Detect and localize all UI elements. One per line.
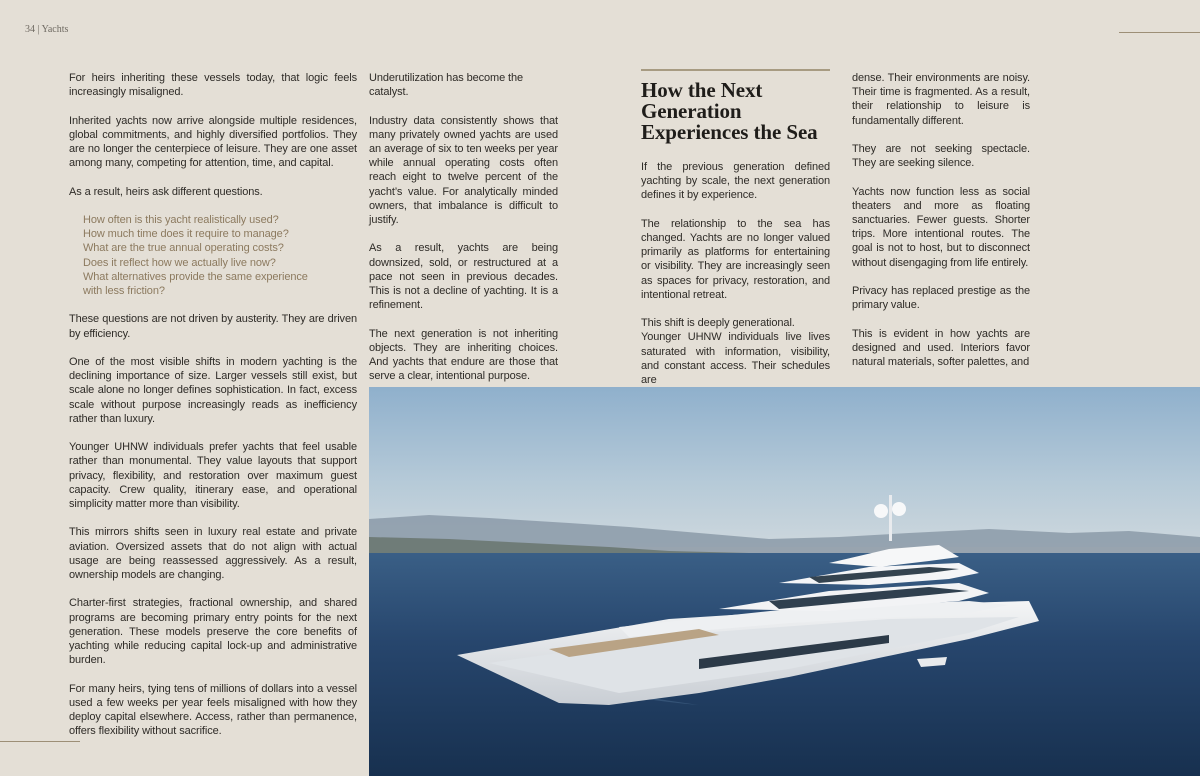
question-item: Does it reflect how we actually live now?: [83, 256, 276, 269]
radar-mast: [889, 495, 892, 541]
paragraph: Inherited yachts now arrive alongside multiple residences, global commitments, and highly diversified portfolios. They are no longer the centerpiece of leisure. They are one asset among many, competing for attention, time, and capital.: [69, 114, 357, 170]
section-headline: How the Next Generation Experiences the Sea: [641, 78, 818, 144]
paragraph: Younger UHNW individuals prefer yachts that feel usable rather than monumental. They value layouts that support privacy, flexibility, and restoration over maximum guest capacity. Crew quality, itinerary ease, and operational simplicity matter more than visibility.: [69, 441, 357, 510]
question-list: [83, 213, 357, 298]
paragraph: Industry data consistently shows that many privately owned yachts are used an average of six to ten weeks per year while annual operating costs often reach eight to twelve percent of the yacht’s value. For analytically minded owners, that imbalance is difficult to justify.: [369, 114, 558, 227]
paragraph: For heirs inheriting these vessels today, that logic feels increasingly misaligned.: [69, 72, 357, 99]
paragraph: Yachts now function less as social theaters and more as floating sanctuaries. Fewer guests. Shorter trips. More intentional routes. The goal is not to host, but to disconnect without disengaging from life entirely.: [852, 185, 1030, 269]
page-folio: 34 | Yachts: [25, 24, 69, 35]
paragraph: One of the most visible shifts in modern yachting is the declining importance of size. Larger vessels still exist, but scale alone no longer defines sophistication. In fact, excess scale without purpose increasingly reads as inefficiency rather than luxury.: [69, 355, 357, 425]
question-item: with less friction?: [83, 285, 165, 297]
column-4: [852, 71, 1030, 383]
top-rule: [1119, 32, 1200, 33]
paragraph: They are not seeking spectacle. They are seeking silence.: [852, 143, 1030, 170]
paragraph: If the previous generation defined yachting by scale, the next generation defines it by experience.: [641, 161, 830, 202]
question-item: How often is this yacht realistically used?: [83, 213, 279, 226]
radome-1: [874, 504, 888, 518]
bottom-rule: [0, 741, 80, 742]
radome-2: [892, 502, 906, 516]
column-2: [369, 71, 558, 398]
headline-rule: [641, 69, 830, 71]
paragraph: Underutilization has become the catalyst.: [369, 72, 524, 99]
question-item: What are the true annual operating costs?: [83, 242, 284, 255]
paragraph: This shift is deeply generational.: [641, 317, 795, 330]
column-3: [641, 69, 830, 401]
paragraph: dense. Their environments are noisy. Their time is fragmented. As a result, their relationship to leisure is fundamentally different.: [852, 72, 1030, 127]
question-item: What alternatives provide the same experience: [83, 270, 308, 283]
paragraph: These questions are not driven by austerity. They are driven by efficiency.: [69, 313, 357, 340]
paragraph: Younger UHNW individuals live lives saturated with information, visibility, and constant access. Their schedules are: [641, 331, 830, 387]
paragraph: Privacy has replaced prestige as the primary value.: [852, 285, 1030, 312]
paragraph: For many heirs, tying tens of millions of dollars into a vessel used a few weeks per year feels misaligned with how they deploy capital elsewhere. Access, rather than permanence, offers flexibility without sacrifice.: [69, 682, 357, 738]
paragraph: As a result, heirs ask different questions.: [69, 185, 263, 198]
paragraph: As a result, yachts are being downsized, sold, or restructured at a pace not seen in previous decades. This is not a decline of yachting. It is a refinement.: [369, 242, 558, 312]
paragraph: The relationship to the sea has changed. Yachts are no longer valued primarily as platforms for entertaining or visibility. They are increasingly seen as spaces for privacy, restoration, and intentional retreat.: [641, 217, 830, 301]
yacht-illustration: [369, 387, 1200, 776]
paragraph: This is evident in how yachts are designed and used. Interiors favor natural materials, softer palettes, and: [852, 327, 1030, 368]
paragraph: Charter-first strategies, fractional ownership, and shared programs are becoming primary entry points for the next generation. These models preserve the core benefits of yachting while reducing capital lock-up and administrative burden.: [69, 597, 357, 667]
question-item: How much time does it require to manage?: [83, 228, 289, 241]
paragraph: The next generation is not inheriting objects. They are inheriting choices. And yachts that endure are those that serve a clear, intentional purpose.: [369, 327, 558, 383]
paragraph: This mirrors shifts seen in luxury real estate and private aviation. Oversized assets that do not align with actual usage are being reassessed aggressively. As a result, ownership models are changing.: [69, 526, 357, 581]
yacht-photo: [369, 387, 1200, 776]
column-1: [69, 71, 357, 753]
